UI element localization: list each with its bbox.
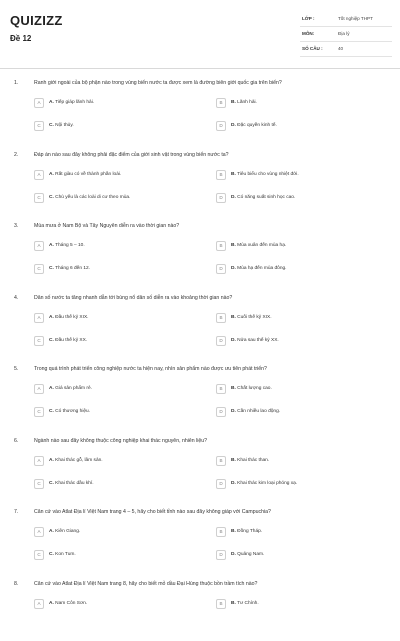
option-label xyxy=(231,100,257,105)
option-letter-box: B xyxy=(216,313,226,323)
meta-row-subject xyxy=(300,27,392,42)
answer-option[interactable] xyxy=(216,384,386,394)
option-text: Chủ yếu là các loài di cư theo mùa. xyxy=(55,194,131,200)
option-label xyxy=(231,458,269,463)
option-key: B. xyxy=(231,243,236,248)
option-letter-box: C xyxy=(34,407,44,417)
option-text: Có năng suất sinh học cao. xyxy=(237,194,296,200)
option-label xyxy=(231,123,277,128)
option-text: Đồng Tháp. xyxy=(237,529,263,534)
option-text: Đầu thế kỷ XX. xyxy=(55,337,88,343)
option-text: Chất lượng cao. xyxy=(237,386,272,391)
option-key: D. xyxy=(231,409,236,414)
question-text: Căn cứ vào Atlat Địa lí Việt Nam trang 8, hãy cho biết mỏ dầu Đại Hùng thuộc bồn trầm tích nào? xyxy=(34,580,258,587)
option-label xyxy=(49,386,92,391)
option-key: A. xyxy=(49,457,54,463)
option-label xyxy=(231,529,262,534)
option-text: Khai thác dầu khí. xyxy=(55,480,94,486)
page-title: Đề 12 xyxy=(10,34,32,43)
option-key: D. xyxy=(231,266,236,271)
option-text: Tháng 6 đến 12. xyxy=(55,266,91,271)
option-text: Tiếp giáp lãnh hải. xyxy=(55,100,95,105)
question-item xyxy=(0,366,400,426)
option-letter-box: C xyxy=(34,336,44,346)
answer-option[interactable] xyxy=(34,264,204,274)
answer-option[interactable] xyxy=(34,550,204,560)
option-letter-box: D xyxy=(216,479,226,489)
answer-option[interactable] xyxy=(34,193,204,203)
answer-option[interactable] xyxy=(216,456,386,466)
option-letter-box: D xyxy=(216,407,226,417)
question-item xyxy=(0,223,400,283)
option-key: A. xyxy=(49,100,54,105)
option-label xyxy=(49,338,87,343)
option-label xyxy=(49,315,88,320)
option-letter-box: A xyxy=(34,527,44,537)
answer-option[interactable] xyxy=(34,479,204,489)
answer-option[interactable] xyxy=(216,527,386,537)
option-key: B. xyxy=(231,386,236,391)
option-text: Khai thác kim loại phóng xạ. xyxy=(237,480,298,486)
answer-option[interactable] xyxy=(216,313,386,323)
option-label xyxy=(49,601,87,606)
answer-option[interactable] xyxy=(34,170,204,180)
question-number: 5. xyxy=(14,366,19,372)
option-key: A. xyxy=(49,386,54,391)
option-label xyxy=(231,315,272,320)
meta-value: Địa lý xyxy=(338,31,350,36)
option-key: C. xyxy=(49,480,54,486)
option-key: A. xyxy=(49,243,54,248)
option-text: Tháng 5 – 10. xyxy=(55,243,85,248)
answer-option[interactable] xyxy=(216,407,386,417)
option-label xyxy=(231,409,280,414)
option-letter-box: C xyxy=(34,550,44,560)
option-letter-box: A xyxy=(34,98,44,108)
meta-key: SỐ CÂU : xyxy=(302,46,323,51)
option-text: Cần nhiều lao động. xyxy=(237,409,281,414)
option-letter-box: D xyxy=(216,121,226,131)
answer-option[interactable] xyxy=(216,170,386,180)
option-text: Cuối thế kỷ XIX. xyxy=(237,314,272,320)
question-item xyxy=(0,438,400,498)
answer-option[interactable] xyxy=(34,241,204,251)
answer-option[interactable] xyxy=(216,98,386,108)
option-label xyxy=(231,195,295,200)
option-label xyxy=(231,601,259,606)
option-key: C. xyxy=(49,409,54,414)
meta-table xyxy=(300,12,392,57)
answer-option[interactable] xyxy=(216,193,386,203)
option-key: D. xyxy=(231,480,236,486)
option-key: C. xyxy=(49,266,54,271)
page-header xyxy=(0,0,400,68)
meta-key: MÔN: xyxy=(302,31,315,36)
option-label xyxy=(231,243,286,248)
answer-option[interactable] xyxy=(34,407,204,417)
option-label xyxy=(231,481,297,486)
option-letter-box: A xyxy=(34,313,44,323)
option-key: A. xyxy=(49,171,54,177)
option-letter-box: B xyxy=(216,456,226,466)
question-number: 7. xyxy=(14,509,19,515)
option-letter-box: D xyxy=(216,550,226,560)
answer-option[interactable] xyxy=(34,384,204,394)
answer-option[interactable] xyxy=(216,121,386,131)
option-key: D. xyxy=(231,552,236,557)
option-label xyxy=(49,529,80,534)
answer-option[interactable] xyxy=(216,550,386,560)
option-text: Giá sản phẩm rẻ. xyxy=(55,386,92,391)
option-letter-box: D xyxy=(216,336,226,346)
option-key: D. xyxy=(231,337,236,343)
option-letter-box: C xyxy=(34,479,44,489)
option-key: C. xyxy=(49,123,54,128)
answer-option[interactable] xyxy=(216,479,386,489)
option-letter-box: C xyxy=(34,193,44,203)
meta-row-class xyxy=(300,12,392,27)
option-key: B. xyxy=(231,314,236,320)
option-key: B. xyxy=(231,600,236,606)
meta-value: Tốt nghiệp THPT xyxy=(338,16,373,21)
question-number: 3. xyxy=(14,223,19,229)
option-text: Khai thác gỗ, lâm sản. xyxy=(55,457,103,463)
option-text: Mùa xuân đến mùa hạ. xyxy=(237,243,287,248)
option-label xyxy=(231,338,279,343)
option-label xyxy=(231,386,272,391)
option-text: Nửa sau thế kỷ XX. xyxy=(237,337,279,343)
question-item xyxy=(0,152,400,212)
option-label xyxy=(49,195,130,200)
question-number: 2. xyxy=(14,151,19,158)
option-key: B. xyxy=(231,171,236,177)
option-text: Đầu thế kỷ XIX. xyxy=(55,314,89,320)
option-key: A. xyxy=(49,600,54,606)
option-key: C. xyxy=(49,194,54,200)
option-letter-box: B xyxy=(216,98,226,108)
option-text: Nam Côn Sơn. xyxy=(55,600,88,606)
option-letter-box: B xyxy=(216,241,226,251)
option-key: A. xyxy=(49,529,54,534)
option-letter-box: A xyxy=(34,384,44,394)
option-key: B. xyxy=(231,529,236,534)
answer-option[interactable] xyxy=(216,264,386,274)
option-label xyxy=(49,100,94,105)
option-letter-box: A xyxy=(34,170,44,180)
answer-option[interactable] xyxy=(34,336,204,346)
option-letter-box: A xyxy=(34,456,44,466)
option-text: Lãnh hải. xyxy=(237,100,257,105)
option-key: B. xyxy=(231,100,236,105)
option-label xyxy=(49,458,103,463)
option-label xyxy=(49,481,94,486)
option-letter-box: B xyxy=(216,384,226,394)
option-label xyxy=(231,172,299,177)
option-letter-box: C xyxy=(34,264,44,274)
question-text: Mùa mưa ở Nam Bộ và Tây Nguyên diễn ra vào thời gian nào? xyxy=(34,223,180,229)
option-label xyxy=(49,172,121,177)
option-letter-box: D xyxy=(216,193,226,203)
option-label xyxy=(49,243,85,248)
option-label xyxy=(231,552,264,557)
option-label xyxy=(231,266,287,271)
option-key: D. xyxy=(231,194,236,200)
question-item xyxy=(0,295,400,355)
header-divider xyxy=(0,68,400,69)
option-key: B. xyxy=(231,457,236,463)
question-text: Ranh giới ngoài của bộ phận nào trong vùng biển nước ta được xem là đường biên giới quốc gia trên biển? xyxy=(34,80,282,86)
option-label xyxy=(49,552,76,557)
question-item xyxy=(0,80,400,140)
option-label xyxy=(49,409,90,414)
question-number: 1. xyxy=(14,80,19,86)
answer-option[interactable] xyxy=(34,313,204,323)
option-key: D. xyxy=(231,123,236,128)
answer-option[interactable] xyxy=(34,121,204,131)
meta-key: LỚP : xyxy=(302,16,315,21)
option-text: Tư Chính. xyxy=(237,600,259,606)
question-number: 8. xyxy=(14,580,19,587)
meta-value: 40 xyxy=(338,46,344,51)
option-text: Quảng Nam. xyxy=(237,552,265,557)
question-item xyxy=(0,581,400,641)
question-text: Căn cứ vào Atlat Địa lí Việt Nam trang 4 – 5, hãy cho biết tỉnh nào sau đây không giáp với Campuchia? xyxy=(34,509,271,515)
option-text: Đặc quyền kinh tế. xyxy=(237,123,277,128)
answer-option[interactable] xyxy=(34,456,204,466)
question-number: 4. xyxy=(14,294,19,301)
option-key: C. xyxy=(49,337,54,343)
option-letter-box: B xyxy=(216,599,226,609)
answer-option[interactable] xyxy=(34,98,204,108)
option-key: A. xyxy=(49,314,54,320)
answer-option[interactable] xyxy=(216,241,386,251)
meta-row-count xyxy=(300,42,392,57)
answer-option[interactable] xyxy=(216,599,386,609)
option-letter-box: C xyxy=(34,121,44,131)
option-text: Có thương hiệu. xyxy=(55,409,91,414)
option-label xyxy=(49,266,90,271)
question-item xyxy=(0,509,400,569)
quizizz-logo: QUIZIZZ xyxy=(10,13,63,28)
question-text: Trong quá trình phát triển công nghiệp nước ta hiện nay, nhìn sản phẩm nào được ưu tiên phát triển? xyxy=(34,366,267,372)
option-text: Nội thủy. xyxy=(55,123,74,128)
option-text: Tiêu biểu cho vùng nhiệt đới. xyxy=(237,171,299,177)
option-letter-box: B xyxy=(216,527,226,537)
option-text: Rất giàu có về thành phần loài. xyxy=(55,171,122,177)
option-letter-box: D xyxy=(216,264,226,274)
option-text: Khai thác than. xyxy=(237,457,270,463)
option-text: Kon Tum. xyxy=(55,552,76,557)
option-text: Mùa hạ đến mùa đông. xyxy=(237,266,287,271)
option-label xyxy=(49,123,74,128)
option-letter-box: B xyxy=(216,170,226,180)
question-text: Đáp án nào sau đây không phải đặc điểm của giới sinh vật trong vùng biển nước ta? xyxy=(34,151,229,158)
option-letter-box: A xyxy=(34,241,44,251)
option-text: Kiên Giang. xyxy=(55,529,81,534)
answer-option[interactable] xyxy=(216,336,386,346)
question-number: 6. xyxy=(14,437,19,444)
option-letter-box: A xyxy=(34,599,44,609)
question-text: Dân số nước ta tăng nhanh dẫn tới bùng nổ dân số diễn ra vào khoảng thời gian nào? xyxy=(34,294,233,301)
question-text: Ngành nào sau đây không thuộc công nghiệp khai thác nguyên, nhiên liệu? xyxy=(34,437,208,444)
answer-option[interactable] xyxy=(34,527,204,537)
answer-option[interactable] xyxy=(34,599,204,609)
option-key: C. xyxy=(49,552,54,557)
